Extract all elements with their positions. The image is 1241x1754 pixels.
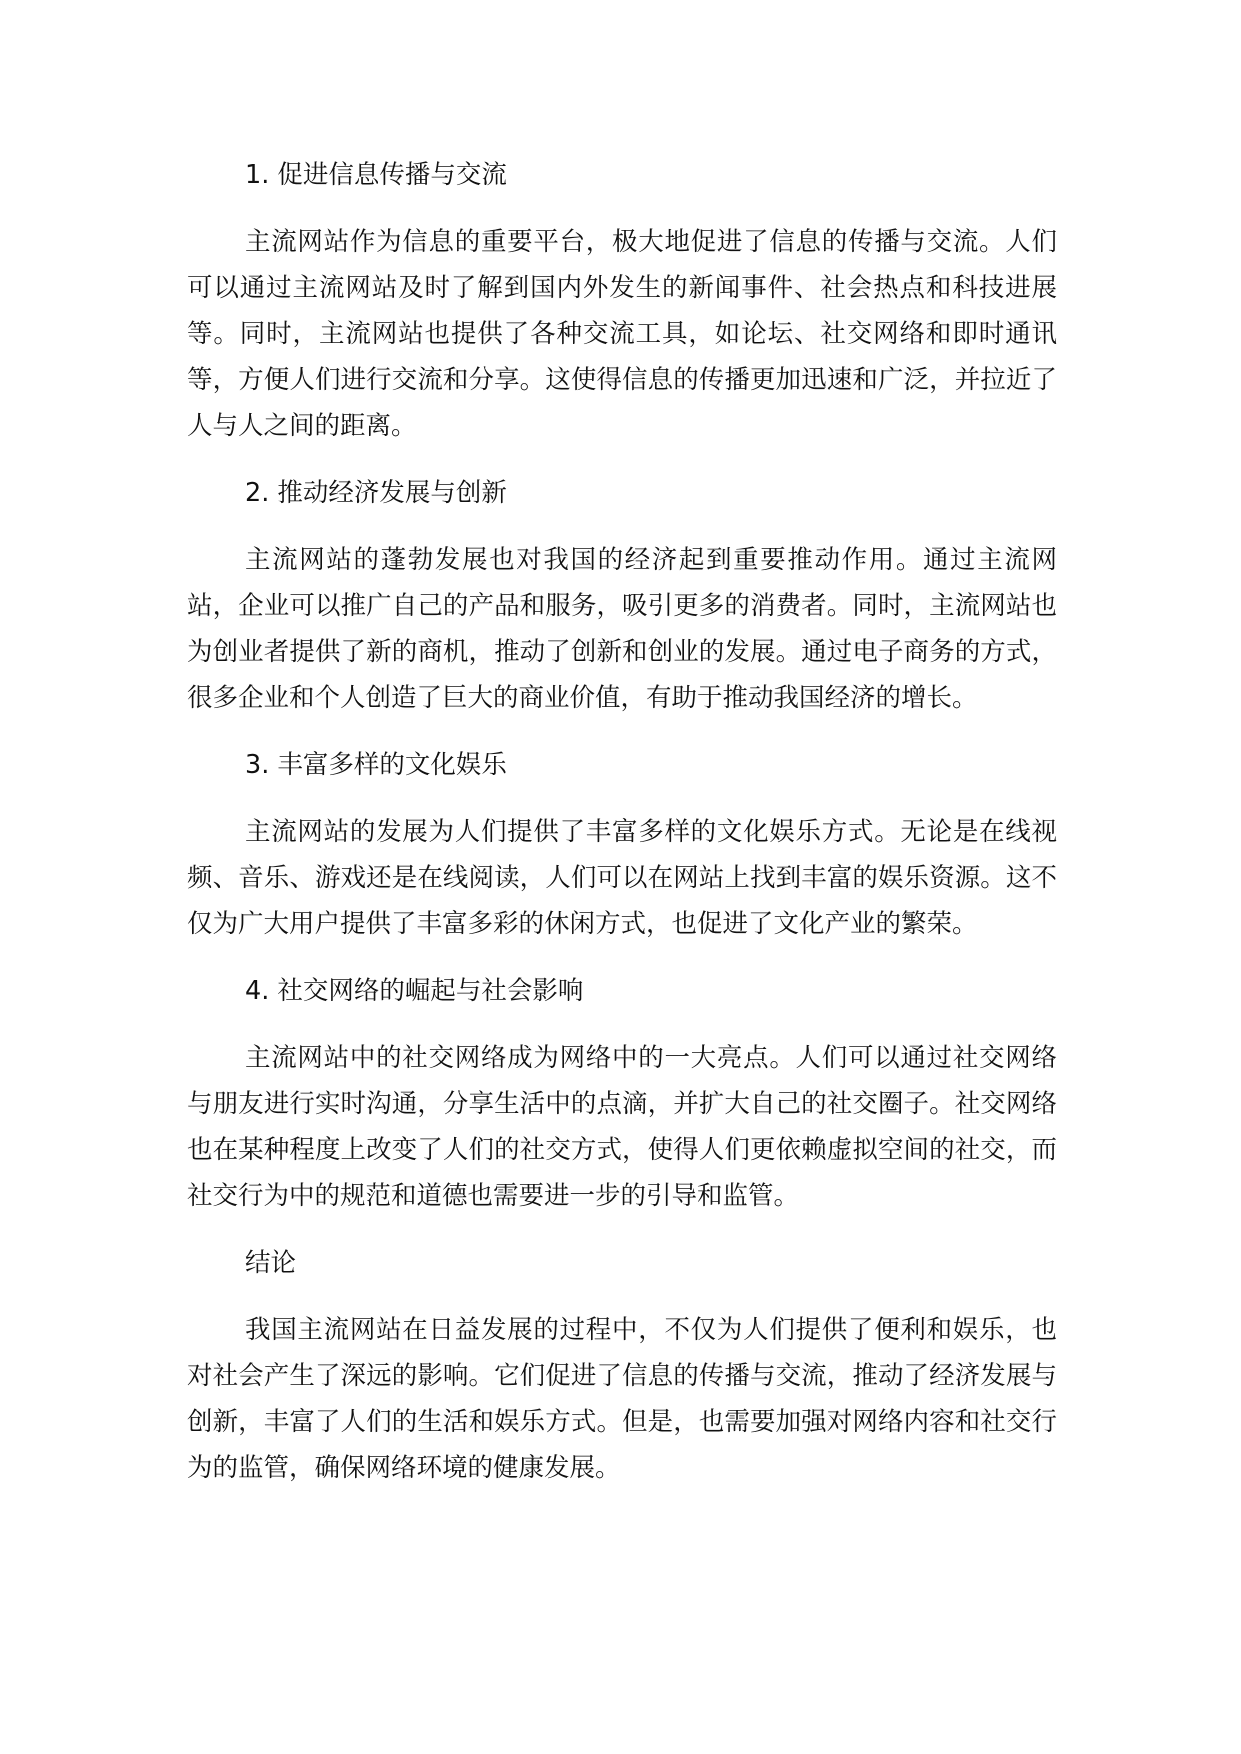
section-paragraph-3: 主流网站的发展为人们提供了丰富多样的文化娱乐方式。无论是在线视频、音乐、游戏还是在线阅读，人们可以在网站上找到丰富的娱乐资源。这不仅为广大用户提供了丰富多彩的休闲方式，也促进了文化产业的繁荣。 xyxy=(187,817,1057,939)
section-heading-4: 4. 社交网络的崛起与社会影响 xyxy=(245,976,584,1006)
conclusion-heading: 结论 xyxy=(245,1248,297,1278)
section-paragraph-2: 主流网站的蓬勃发展也对我国的经济起到重要推动作用。通过主流网站，企业可以推广自己的产品和服务，吸引更多的消费者。同时，主流网站也为创业者提供了新的商机，推动了创新和创业的发展。通过电子商务的方式，很多企业和个人创造了巨大的商业价值，有助于推动我国经济的增长。 xyxy=(187,545,1057,713)
section-paragraph-4: 主流网站中的社交网络成为网络中的一大亮点。人们可以通过社交网络与朋友进行实时沟通，分享生活中的点滴，并扩大自己的社交圈子。社交网络也在某种程度上改变了人们的社交方式，使得人们更依赖虚拟空间的社交，而社交行为中的规范和道德也需要进一步的引导和监管。 xyxy=(187,1043,1057,1211)
section-heading-3: 3. 丰富多样的文化娱乐 xyxy=(245,750,507,780)
conclusion-paragraph: 我国主流网站在日益发展的过程中，不仅为人们提供了便利和娱乐，也对社会产生了深远的影响。它们促进了信息的传播与交流，推动了经济发展与创新，丰富了人们的生活和娱乐方式。但是，也需要加强对网络内容和社交行为的监管，确保网络环境的健康发展。 xyxy=(187,1315,1057,1483)
section-heading-1: 1. 促进信息传播与交流 xyxy=(245,160,507,190)
section-paragraph-1: 主流网站作为信息的重要平台，极大地促进了信息的传播与交流。人们可以通过主流网站及时了解到国内外发生的新闻事件、社会热点和科技进展等。同时，主流网站也提供了各种交流工具，如论坛、社交网络和即时通讯等，方便人们进行交流和分享。这使得信息的传播更加迅速和广泛，并拉近了人与人之间的距离。 xyxy=(187,227,1057,441)
section-heading-2: 2. 推动经济发展与创新 xyxy=(245,478,507,508)
document-body xyxy=(187,152,1057,1512)
